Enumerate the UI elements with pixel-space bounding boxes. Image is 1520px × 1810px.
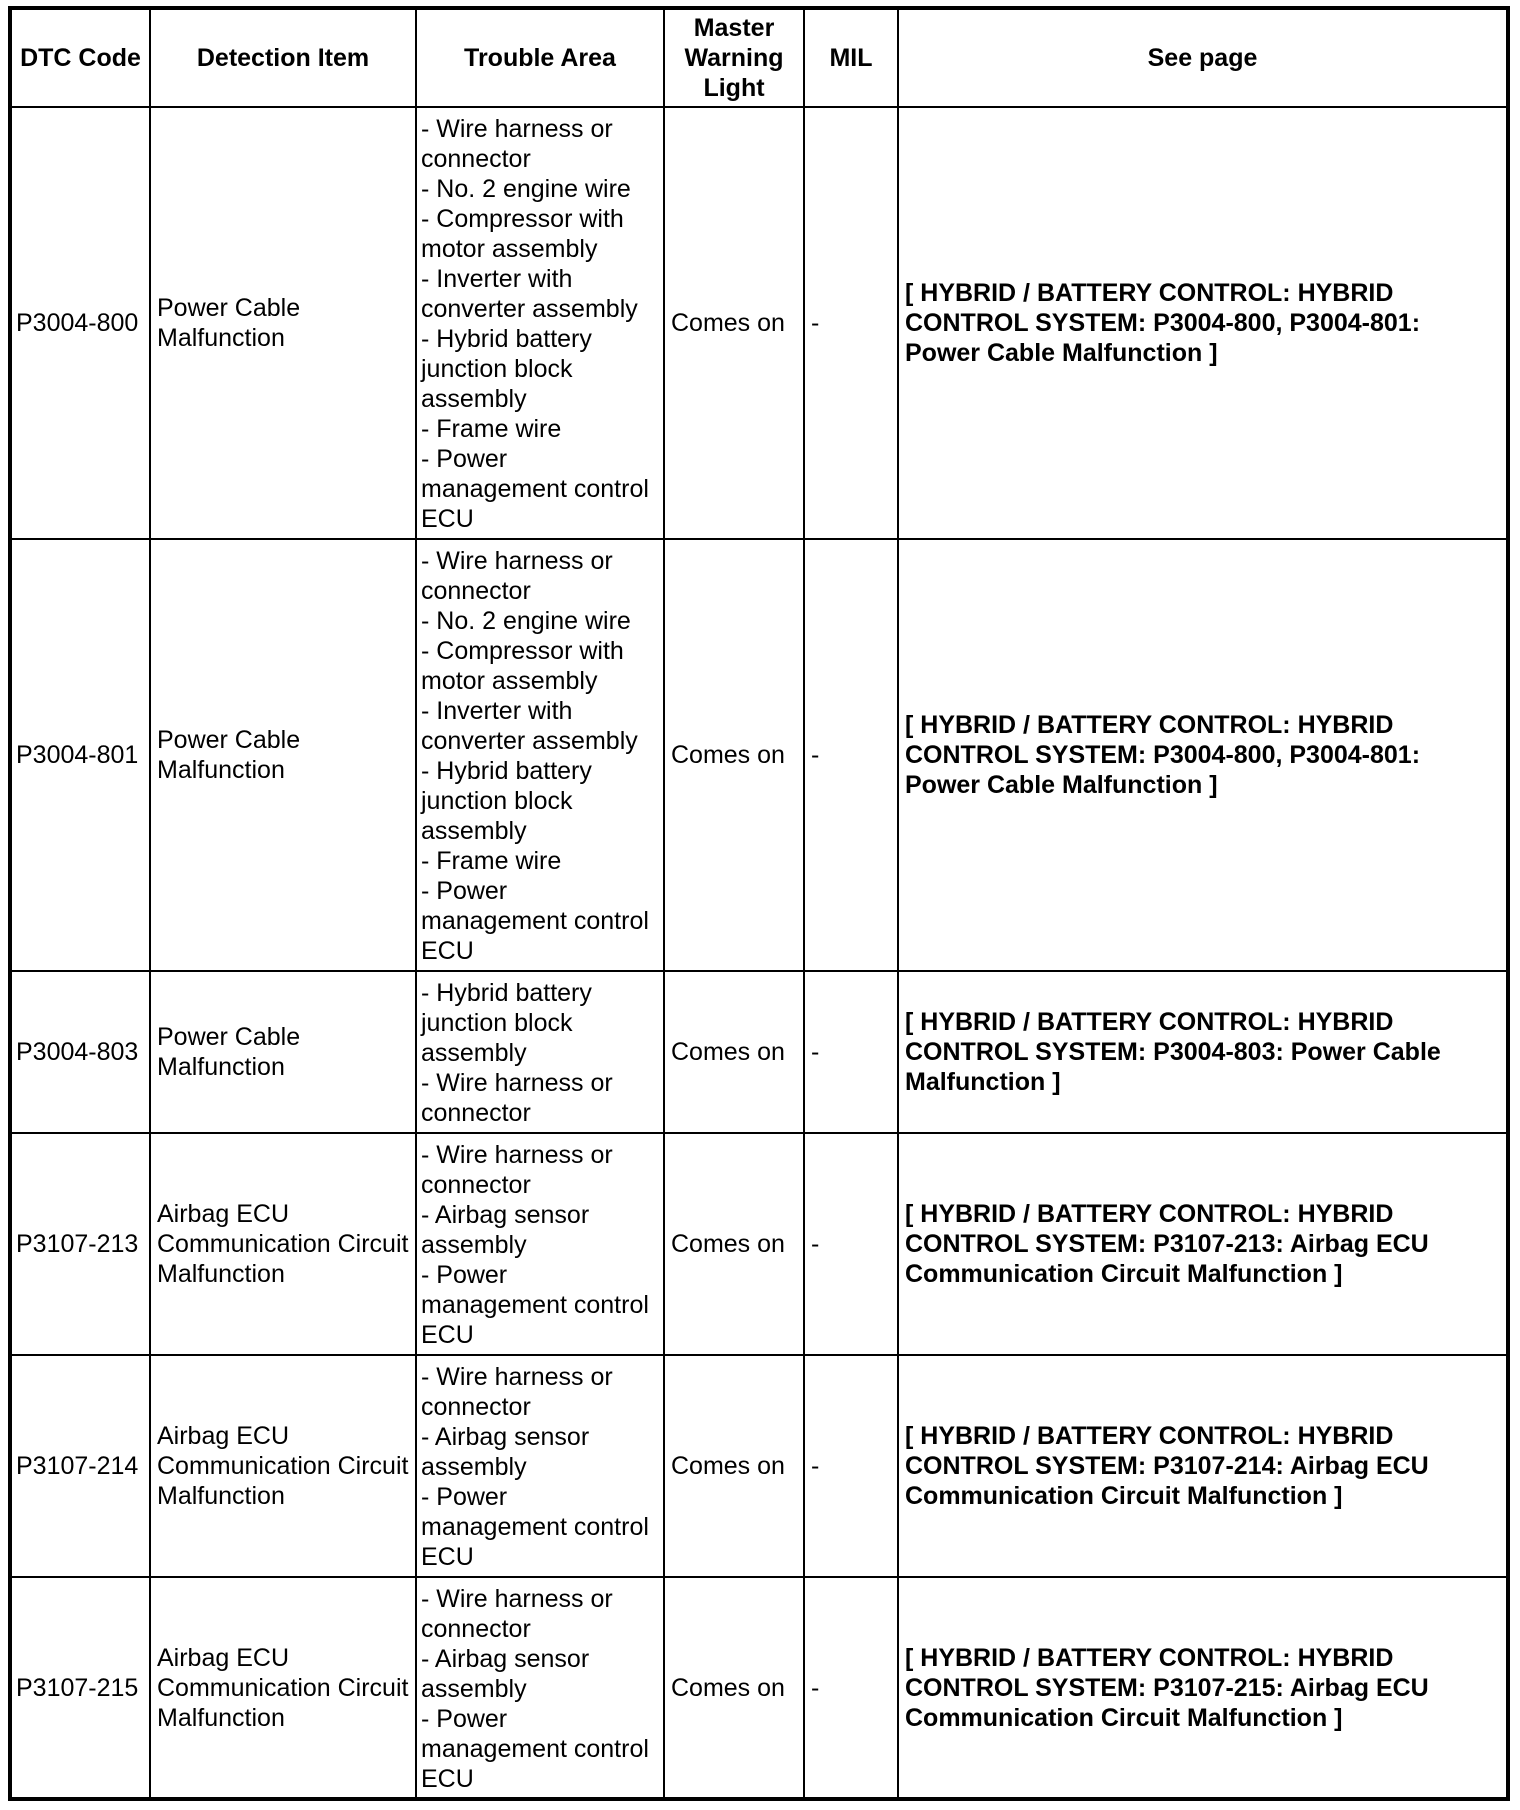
detection-line: Communication Circuit — [157, 1452, 409, 1480]
header-master-warning-light: Master Warning Light — [664, 8, 804, 107]
mil-cell: - — [804, 539, 898, 971]
detection-line: Malfunction — [157, 1260, 285, 1288]
trouble-line: assembly — [421, 1039, 527, 1067]
detection-item-cell — [150, 1577, 416, 1799]
detection-item-cell — [150, 107, 416, 539]
detection-line: Power Cable — [157, 726, 301, 754]
detection-item-cell — [150, 1133, 416, 1355]
mil-cell: - — [804, 971, 898, 1133]
see-page-cell — [898, 1577, 1508, 1799]
trouble-line: - Inverter with — [421, 265, 573, 293]
trouble-line: - Compressor with — [421, 205, 624, 233]
see-page-reference: [ HYBRID / BATTERY CONTROL: HYBRID CONTROL SYSTEM: P3004-800, P3004-801: Power Cable Malfunction ] — [905, 711, 1421, 799]
trouble-line: junction block — [421, 787, 573, 815]
trouble-line: management control — [421, 1734, 649, 1763]
trouble-line: ECU — [421, 1764, 474, 1793]
trouble-line: assembly — [421, 1674, 527, 1703]
trouble-line: connector — [421, 1614, 531, 1643]
see-page-reference: [ HYBRID / BATTERY CONTROL: HYBRID CONTROL SYSTEM: P3107-214: Airbag ECU Communication Circuit Malfunction ] — [905, 1422, 1429, 1510]
detection-line: Airbag ECU — [157, 1422, 289, 1450]
trouble-line: connector — [421, 1171, 531, 1199]
master-warning-cell: Comes on — [664, 1355, 804, 1577]
trouble-line: - Frame wire — [421, 847, 562, 875]
table-row — [10, 107, 1508, 539]
trouble-area-cell — [416, 107, 664, 539]
detection-item-cell — [150, 539, 416, 971]
header-dtc-code: DTC Code — [10, 8, 150, 107]
trouble-line: ECU — [421, 505, 474, 533]
trouble-line: assembly — [421, 385, 527, 413]
master-warning-cell: Comes on — [664, 971, 804, 1133]
detection-line: Power Cable — [157, 1023, 301, 1051]
trouble-line: - Power — [421, 1261, 508, 1289]
mil-cell: - — [804, 107, 898, 539]
header-mil: MIL — [804, 8, 898, 107]
trouble-line: motor assembly — [421, 667, 598, 695]
trouble-line: ECU — [421, 937, 474, 965]
master-warning-cell: Comes on — [664, 539, 804, 971]
trouble-line: - Hybrid battery — [421, 979, 592, 1007]
trouble-line: motor assembly — [421, 235, 598, 263]
trouble-line: junction block — [421, 1009, 573, 1037]
trouble-line: - Airbag sensor — [421, 1201, 590, 1229]
trouble-area-cell — [416, 539, 664, 971]
header-detection-item: Detection Item — [150, 8, 416, 107]
trouble-line: - Airbag sensor — [421, 1423, 590, 1451]
trouble-line: connector — [421, 145, 531, 173]
detection-line: Power Cable — [157, 294, 301, 322]
see-page-cell — [898, 539, 1508, 971]
table-row — [10, 1577, 1508, 1799]
table-row — [10, 539, 1508, 971]
trouble-line: - Power — [421, 877, 508, 905]
detection-line: Airbag ECU — [157, 1643, 289, 1672]
detection-line: Malfunction — [157, 1053, 285, 1081]
trouble-line: management control — [421, 1513, 649, 1541]
trouble-line: ECU — [421, 1543, 474, 1571]
trouble-line: - No. 2 engine wire — [421, 175, 631, 203]
trouble-line: - Power — [421, 445, 508, 473]
trouble-line: ECU — [421, 1321, 474, 1349]
master-warning-cell: Comes on — [664, 107, 804, 539]
dtc-code-cell: P3107-214 — [10, 1355, 150, 1577]
trouble-line: - Wire harness or — [421, 547, 613, 575]
trouble-line: assembly — [421, 1231, 527, 1259]
trouble-line: - Frame wire — [421, 415, 562, 443]
see-page-cell — [898, 107, 1508, 539]
trouble-line: connector — [421, 1099, 531, 1127]
see-page-reference: [ HYBRID / BATTERY CONTROL: HYBRID CONTROL SYSTEM: P3107-213: Airbag ECU Communication Circuit Malfunction ] — [905, 1200, 1429, 1288]
detection-line: Malfunction — [157, 324, 285, 352]
trouble-line: connector — [421, 1393, 531, 1421]
master-warning-cell: Comes on — [664, 1133, 804, 1355]
trouble-line: assembly — [421, 1453, 527, 1481]
see-page-reference: [ HYBRID / BATTERY CONTROL: HYBRID CONTROL SYSTEM: P3004-803: Power Cable Malfunction ] — [905, 1008, 1441, 1096]
see-page-cell — [898, 971, 1508, 1133]
trouble-area-cell — [416, 971, 664, 1133]
trouble-line: - Wire harness or — [421, 1363, 613, 1391]
detection-line: Communication Circuit — [157, 1230, 409, 1258]
header-trouble-area: Trouble Area — [416, 8, 664, 107]
trouble-line: converter assembly — [421, 295, 638, 323]
dtc-code-cell: P3004-801 — [10, 539, 150, 971]
detection-line: Airbag ECU — [157, 1200, 289, 1228]
trouble-area-cell — [416, 1355, 664, 1577]
trouble-line: assembly — [421, 817, 527, 845]
table-body — [10, 107, 1508, 1799]
see-page-reference: [ HYBRID / BATTERY CONTROL: HYBRID CONTROL SYSTEM: P3107-215: Airbag ECU Communication Circuit Malfunction ] — [905, 1643, 1429, 1732]
trouble-line: - Wire harness or — [421, 1069, 613, 1097]
header-see-page: See page — [898, 8, 1508, 107]
trouble-line: - Inverter with — [421, 697, 573, 725]
trouble-line: management control — [421, 907, 649, 935]
dtc-code-cell: P3004-800 — [10, 107, 150, 539]
trouble-area-cell — [416, 1577, 664, 1799]
trouble-line: - Power — [421, 1704, 508, 1733]
trouble-line: management control — [421, 475, 649, 503]
detection-line: Malfunction — [157, 756, 285, 784]
trouble-line: - Compressor with — [421, 637, 624, 665]
trouble-line: - Power — [421, 1483, 508, 1511]
trouble-line: junction block — [421, 355, 573, 383]
table-header-row — [10, 8, 1508, 107]
see-page-cell — [898, 1355, 1508, 1577]
master-warning-cell: Comes on — [664, 1577, 804, 1799]
trouble-line: - No. 2 engine wire — [421, 607, 631, 635]
detection-item-cell — [150, 971, 416, 1133]
see-page-reference: [ HYBRID / BATTERY CONTROL: HYBRID CONTROL SYSTEM: P3004-800, P3004-801: Power Cable Malfunction ] — [905, 279, 1421, 367]
see-page-cell — [898, 1133, 1508, 1355]
dtc-code-cell: P3107-213 — [10, 1133, 150, 1355]
mil-cell: - — [804, 1133, 898, 1355]
trouble-line: - Airbag sensor — [421, 1644, 590, 1673]
table-row — [10, 971, 1508, 1133]
trouble-line: connector — [421, 577, 531, 605]
detection-line: Communication Circuit — [157, 1673, 409, 1702]
table-row — [10, 1355, 1508, 1577]
mil-cell: - — [804, 1355, 898, 1577]
detection-item-cell — [150, 1355, 416, 1577]
trouble-line: - Wire harness or — [421, 115, 613, 143]
dtc-code-cell: P3107-215 — [10, 1577, 150, 1799]
detection-line: Malfunction — [157, 1482, 285, 1510]
trouble-line: - Wire harness or — [421, 1584, 613, 1613]
trouble-line: - Wire harness or — [421, 1141, 613, 1169]
trouble-line: - Hybrid battery — [421, 757, 592, 785]
trouble-line: converter assembly — [421, 727, 638, 755]
table-row — [10, 1133, 1508, 1355]
dtc-code-cell: P3004-803 — [10, 971, 150, 1133]
dtc-table — [8, 6, 1510, 1801]
detection-line: Malfunction — [157, 1703, 285, 1732]
trouble-line: management control — [421, 1291, 649, 1319]
mil-cell: - — [804, 1577, 898, 1799]
trouble-area-cell — [416, 1133, 664, 1355]
trouble-line: - Hybrid battery — [421, 325, 592, 353]
